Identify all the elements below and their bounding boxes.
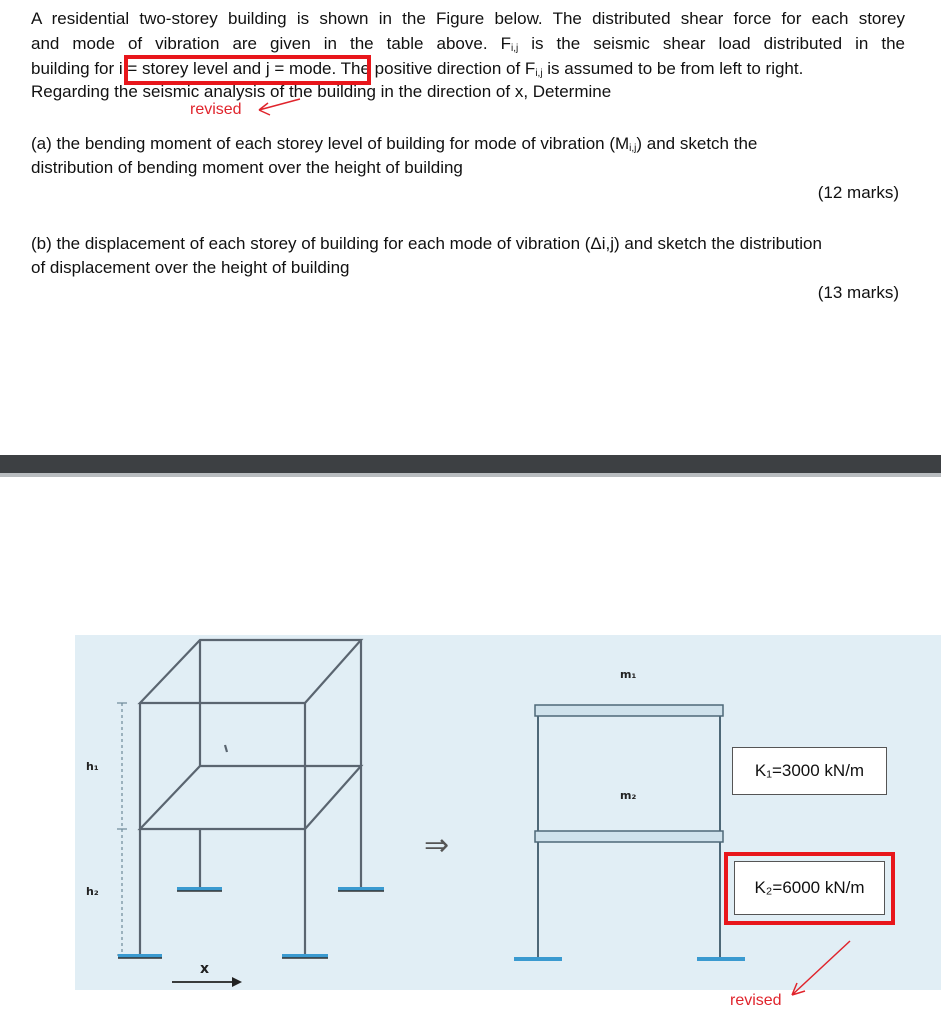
intro-line-4: Regarding the seismic analysis of the building in the direction of x, Determine [31, 82, 612, 101]
part-b-line-2: of displacement over the height of building [31, 258, 350, 277]
part-b-line-1: (b) the displacement of each storey of building for each mode of vibration (Δi,j) and sketch the distribution [31, 234, 822, 253]
k1-stiffness-box: K₁=3000 kN/m [732, 747, 887, 795]
intro-line-3: building for i = storey level and j = mode. The positive direction of $F_{i,j}$ is assumed to be from left to right. [31, 59, 804, 79]
k2-stiffness-box: K₂=6000 kN/m [734, 861, 885, 915]
h1-label: h₁ [86, 760, 99, 773]
m2-label: m₂ [620, 789, 637, 802]
revised-annotation-top: revised [190, 101, 242, 118]
part-a-line-1: (a) the bending moment of each storey level of building for mode of vibration $(M_{i,j})$ and sketch the [31, 134, 758, 154]
intro-line-2: and mode of vibration are given in the table above. $F_{i,j}$ is the seismic shear load distributed in the [31, 34, 905, 54]
part-b-marks: (13 marks) [817, 283, 899, 302]
part-a-marks: (12 marks) [817, 183, 899, 202]
m1-label: m₁ [620, 668, 637, 681]
revised-annotation-bottom: revised [730, 992, 782, 1009]
h2-label: h₂ [86, 885, 99, 898]
intro-line-1: A residential two-storey building is shown in the Figure below. The distributed shear force for each storey [31, 9, 905, 28]
part-a-line-2: distribution of bending moment over the height of building [31, 158, 463, 177]
highlighted-definition: i = storey level and j = mode [118, 59, 332, 78]
highlight-box-k2 [724, 852, 895, 925]
revised-arrow-bottom-icon [780, 935, 860, 1010]
x-axis-label: x [200, 961, 210, 977]
equivalence-arrow-icon: ⇒ [424, 828, 450, 863]
